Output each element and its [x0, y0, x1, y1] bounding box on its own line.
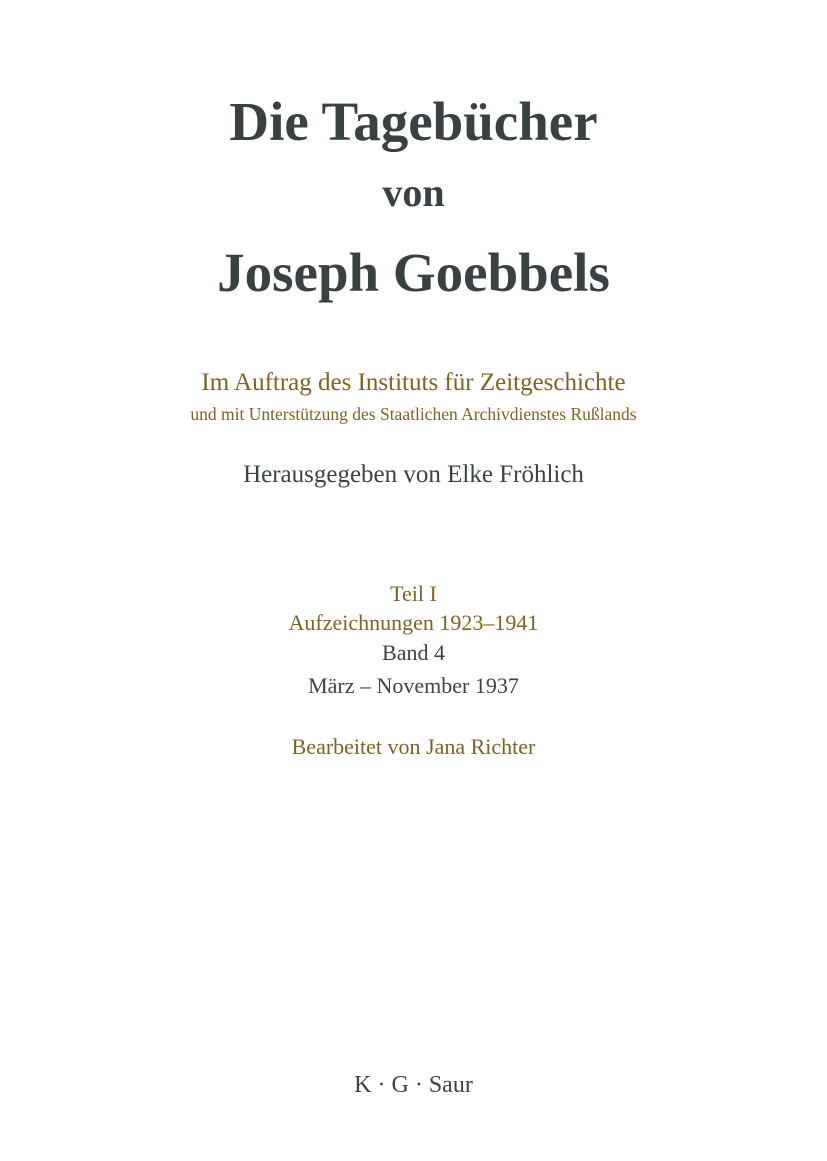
- title-line-3: Joseph Goebbels: [217, 242, 610, 303]
- editor-credit: Herausgegeben von Elke Fröhlich: [243, 461, 584, 488]
- title-line-2: von: [382, 170, 445, 215]
- edited-by-credit: Bearbeitet von Jana Richter: [291, 734, 536, 759]
- volume-period: März – November 1937: [308, 673, 519, 698]
- archive-support: und mit Unterstützung des Staatlichen Archivdienstes Rußlands: [190, 404, 637, 424]
- title-line-1: Die Tagebücher: [229, 91, 598, 152]
- volume-band: Band 4: [382, 640, 445, 665]
- institute-commission: Im Auftrag des Instituts für Zeitgeschichte: [201, 369, 626, 396]
- volume-records: Aufzeichnungen 1923–1941: [288, 610, 539, 635]
- publisher-name: K · G · Saur: [354, 1072, 473, 1098]
- volume-part: Teil I: [390, 581, 437, 606]
